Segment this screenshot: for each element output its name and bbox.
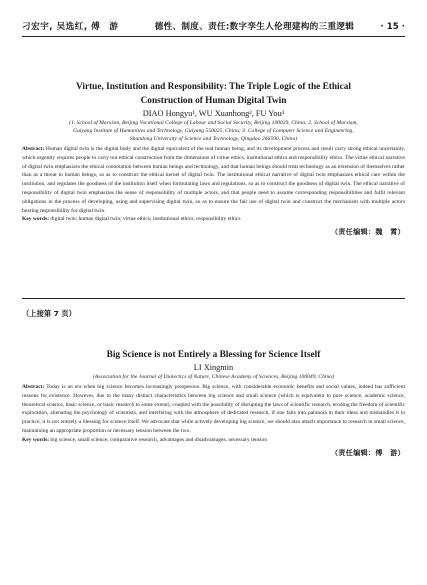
- page-number: · 15 ·: [380, 22, 405, 32]
- article-1-title: [22, 80, 405, 108]
- running-header: [22, 10, 405, 37]
- article-1-abstract-text: Human digital twin is the digital body and the digital equivalent of the real human being, and its development process and result carry strong ethical uncertainty, which urgently requires people to carry out ethical construction from the dimensions of virtue ethics, institutional ethics and responsibility ethics. The virtue ethical narrative of digital twin emphasizes the ethical connotation between human beings and technology, and that human beings should treat technology as an extension of themselves rather than as a threat to human beings, so as to construct the ethical kernel of digital twin. The institutional ethical narrative of digital twin emphasizes ethical care within the institution, and regulates the goodness of the institution itself when formulating laws and regulations, so as to construct the goodness of digital twin. The ethical narrative of responsibility of digital twin emphasizes the sense of responsibility of multiple actors, and that people need to assume corresponding responsibilities and fulfil relevant obligations in the process of developing, using and supervising digital twin, so as to ensure the fair use of digital twin and construct the mechanism with multiple actors bearing responsibility for digital twin.: [22, 146, 405, 214]
- article-1-abstract: [22, 145, 405, 215]
- article-2-editor: （责任编辑：傅 游）: [331, 448, 405, 457]
- article-2-keywords: [22, 436, 405, 445]
- article-2-affiliation: (Association for the Journal of Dialectics of Nature, Chinese Academy of Sciences, Beijing 100049, China): [93, 374, 334, 380]
- article-1-affil-line-3: Shandong University of Science and Technology, Qingdao 266590, China): [129, 136, 298, 142]
- article-1-affil-line-2: Guiyang Institute of Humanities and Technology, Guiyang 550025, China; 3. College of Computer Science and Engineering,: [73, 128, 354, 134]
- article-2-keywords-text: big science, small science, comparative research, advantages and disadvantages, necessary tension: [50, 436, 267, 443]
- section-divider: [22, 298, 405, 299]
- article-2-abstract-text: Today is an era when big science becomes increasingly prosperous. Big science, with considerable economic benefits and social values, indeed has sufficient reasons for existence. However, due to the many distinct characteristics between big science and small science (which is equivalent to pure science, academic science, theoretical science, basic science, or basic research to some extent), coupled with the possibility of disrupting the laws of scientific research, eroding the freedom of scientific exploration, alienating the psychology of scientists, and interfering with the atmosphere of dedicated research, if one falls into paranoia in their ideas and mishandles it in practice, it is not entirely a blessing for science itself. We advocate that while actively developing big science, we should also attach importance to research in small science, maintaining an appropriate proportion or necessary tension between the two.: [22, 384, 405, 434]
- article-2-abstract: [22, 383, 405, 436]
- article-1-affiliations: [22, 119, 405, 143]
- article-1-title-line-1: Virtue, Institution and Responsibility: The Triple Logic of the Ethical: [76, 82, 351, 92]
- article-2-author: LI Xingmin: [193, 363, 234, 372]
- article-1-keywords-label: Key words:: [22, 216, 50, 223]
- header-authors: 刁宏宇, 吴选红, 傅 游: [22, 22, 119, 32]
- article-1-keywords: [22, 215, 405, 224]
- article-1-editor: （责任编辑：魏 霄）: [331, 228, 405, 237]
- article-2-abstract-label: Abstract:: [22, 384, 45, 390]
- article-1: [22, 80, 405, 237]
- article-1-title-line-2: Construction of Human Digital Twin: [140, 96, 287, 106]
- article-1-affil-line-1: (1. School of Marxism, Beijing Vocational College of Labour and Social Security, Beijing 100029, China; 2. School of Marxism,: [69, 120, 358, 126]
- article-2-keywords-label: Key words:: [22, 436, 50, 443]
- article-1-keywords-text: digital twin; human digital twin; virtue ethics; institutional ethics; responsibility ethics: [50, 216, 241, 223]
- header-title: 德性、制度、责任:数字孪生人伦理建构的三重逻辑: [154, 22, 355, 32]
- article-2-title: Big Science is not Entirely a Blessing for Science Itself: [106, 350, 321, 360]
- article-2: [22, 348, 405, 458]
- continued-note: （上接第 7 页）: [22, 309, 76, 318]
- article-1-authors: DIAO Hongyu¹, WU Xuanhong², FU You³: [142, 109, 285, 118]
- article-1-abstract-label: Abstract:: [22, 146, 45, 152]
